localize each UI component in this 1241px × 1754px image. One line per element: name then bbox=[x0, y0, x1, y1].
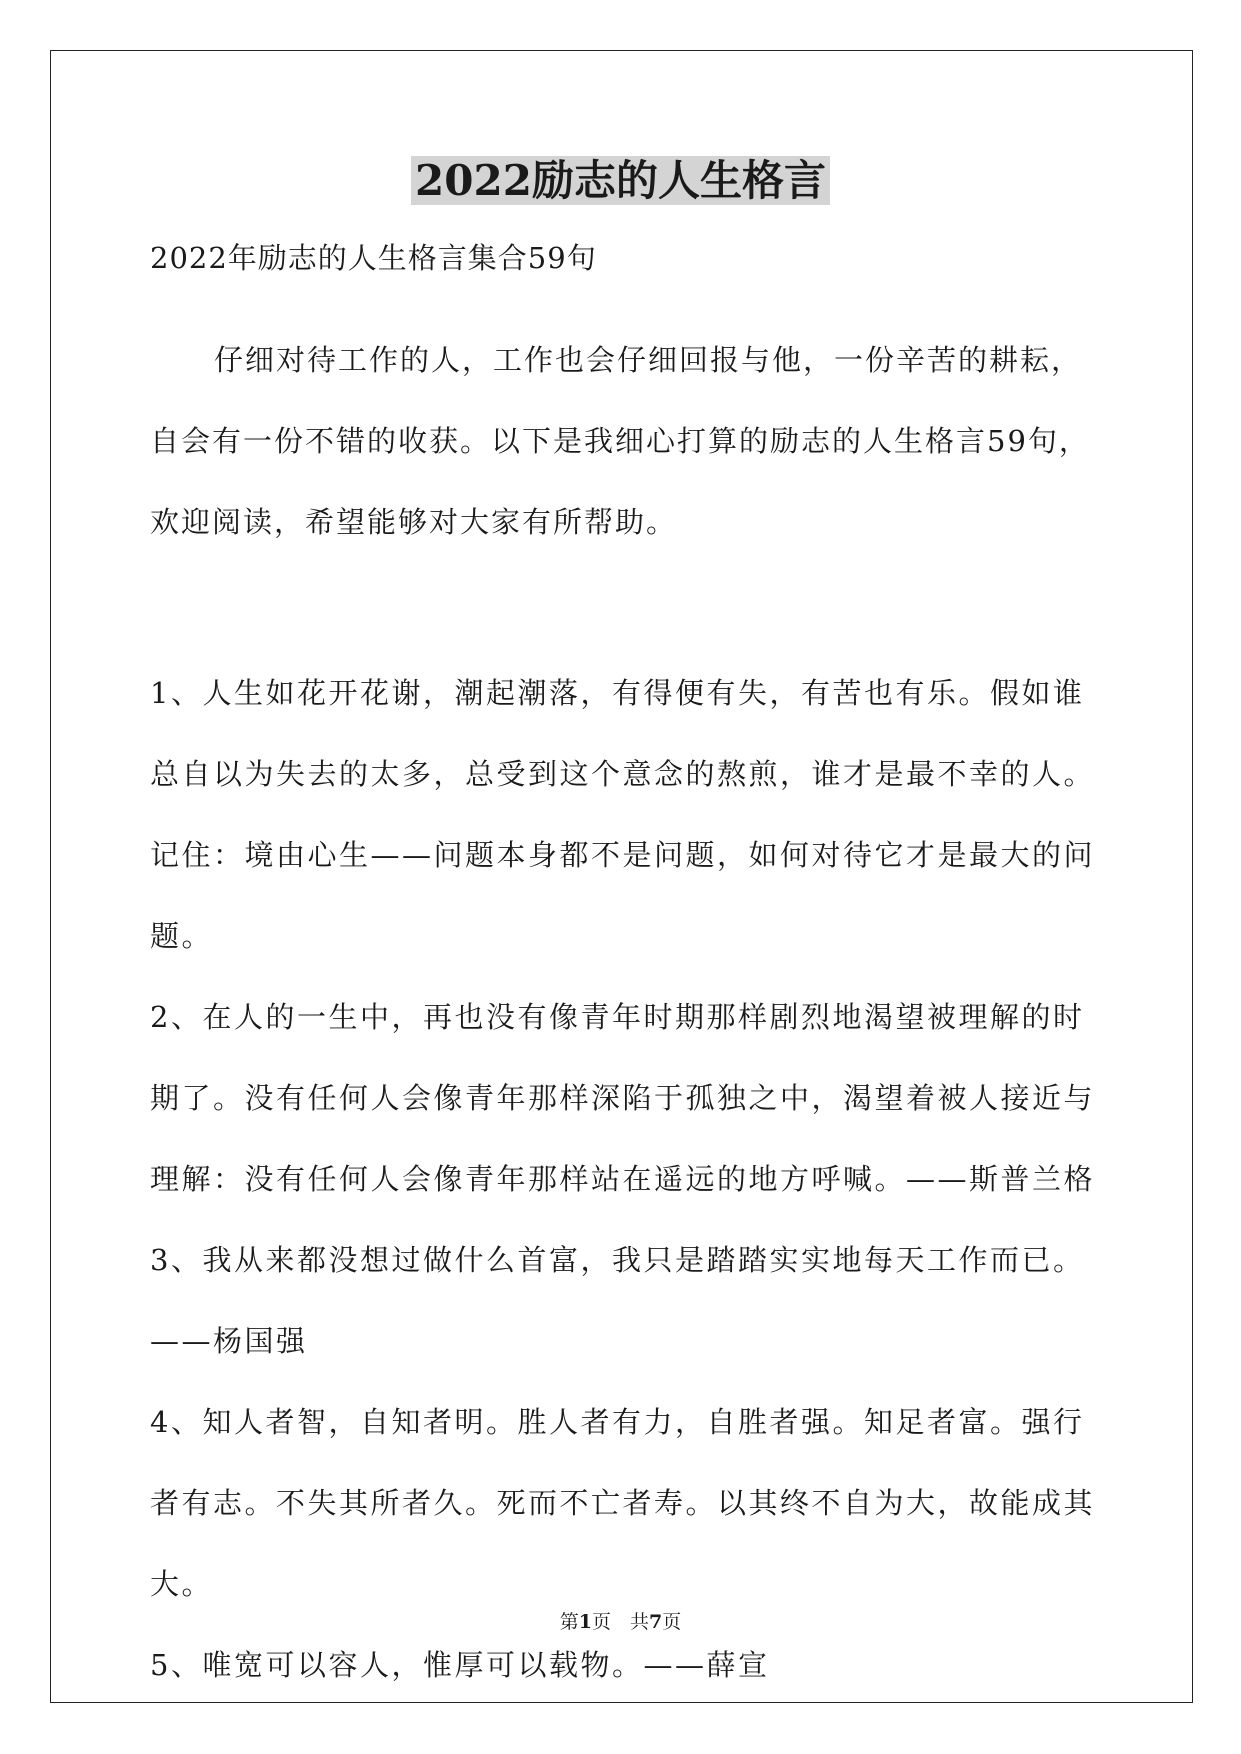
page-prefix: 第 bbox=[559, 1611, 579, 1633]
document-title bbox=[0, 152, 1241, 210]
quote-list bbox=[150, 653, 1110, 1706]
document-subtitle: 2022年励志的人生格言集合59句 bbox=[150, 241, 597, 275]
page-total: 7 bbox=[649, 1611, 663, 1633]
quote-item: 5、唯宽可以容人，惟厚可以载物。——薛宣 bbox=[150, 1648, 770, 1682]
page-current: 1 bbox=[578, 1611, 592, 1633]
page-mid: 页 共 bbox=[591, 1611, 649, 1633]
page-footer bbox=[0, 1610, 1241, 1634]
quote-item: 2、在人的一生中，再也没有像青年时期那样剧烈地渴望被理解的时期了。没有任何人会像青年那样深陷于孤独之中，渴望着被人接近与理解：没有任何人会像青年那样站在遥远的地方呼喊。——斯普兰格 bbox=[150, 1000, 1096, 1196]
intro-paragraph: 仔细对待工作的人，工作也会仔细回报与他，一份辛苦的耕耘，自会有一份不错的收获。以下是我细心打算的励志的人生格言59句，欢迎阅读，希望能够对大家有所帮助。 bbox=[150, 343, 1090, 539]
quote-item: 3、我从来都没想过做什么首富，我只是踏踏实实地每天工作而已。——杨国强 bbox=[150, 1243, 1085, 1358]
quote-item: 1、人生如花开花谢，潮起潮落，有得便有失，有苦也有乐。假如谁总自以为失去的太多，总受到这个意念的熬煎，谁才是最不幸的人。记住：境由心生——问题本身都不是问题，如何对待它才是最大的问题。 bbox=[150, 676, 1096, 953]
quote-item: 4、知人者智，自知者明。胜人者有力，自胜者强。知足者富。强行者有志。不失其所者久。死而不亡者寿。以其终不自为大，故能成其大。 bbox=[150, 1405, 1096, 1601]
page-suffix: 页 bbox=[662, 1611, 682, 1633]
document-title-text: 2022励志的人生格言 bbox=[411, 156, 830, 205]
